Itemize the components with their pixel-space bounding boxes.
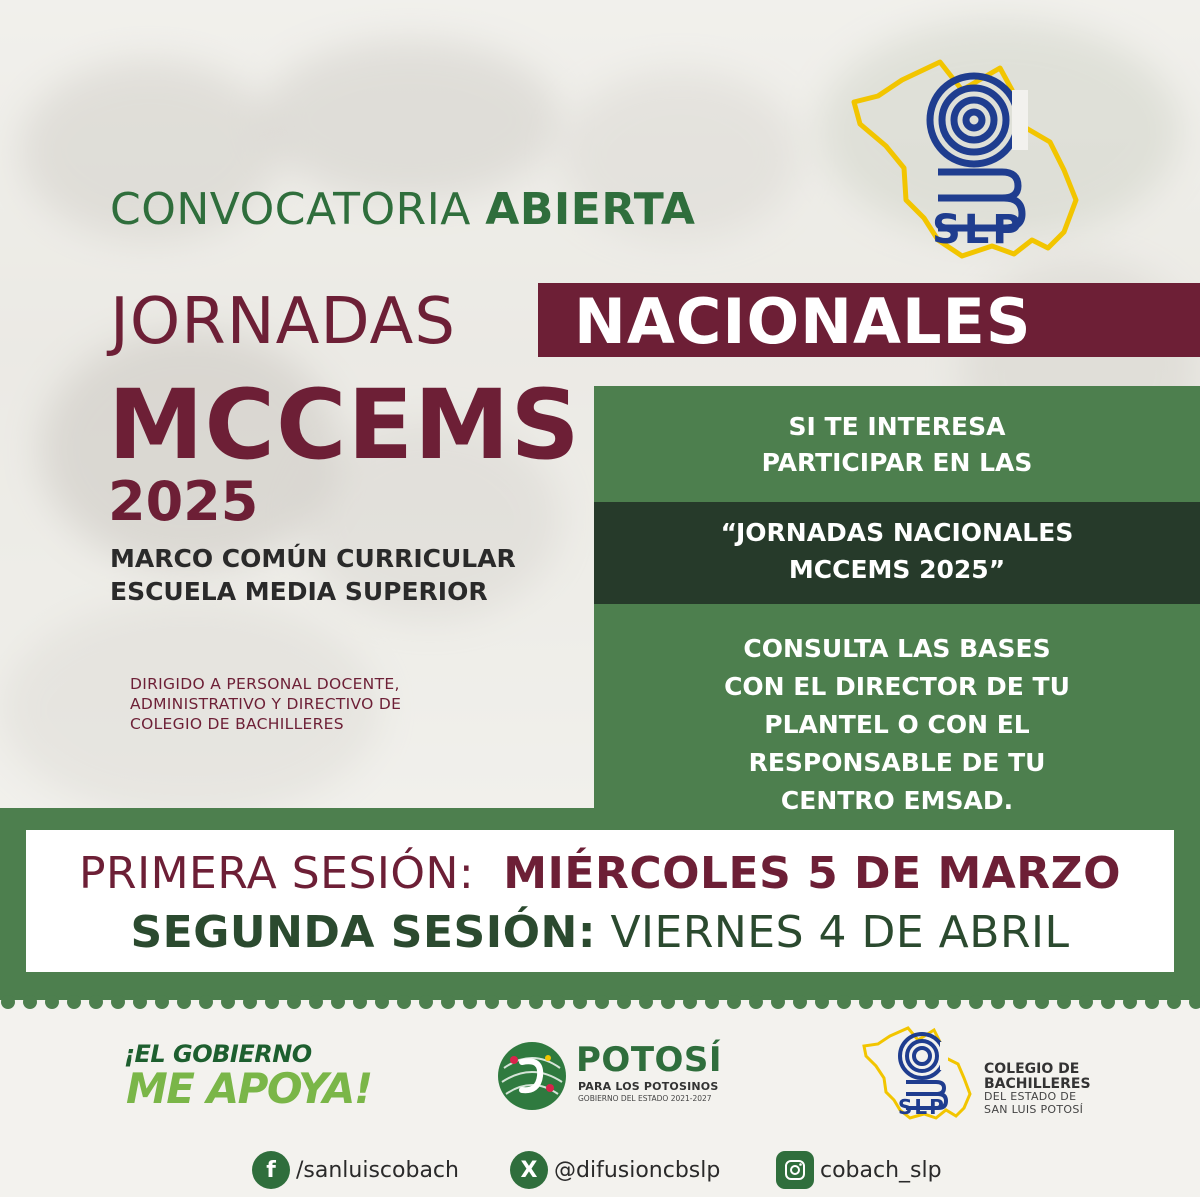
scallop-dot <box>23 995 37 1009</box>
scallop-dot <box>89 995 103 1009</box>
scallop-dot <box>947 995 961 1009</box>
scallop-dot <box>287 995 301 1009</box>
scallop-border <box>0 990 1200 1020</box>
scallop-dot <box>265 995 279 1009</box>
scallop-dot <box>375 995 389 1009</box>
x-icon: X <box>510 1151 548 1189</box>
scallop-dot <box>1079 995 1093 1009</box>
colegio-state: DEL ESTADO DE SAN LUIS POTOSÍ <box>984 1090 1084 1116</box>
scallop-dot <box>727 995 741 1009</box>
facebook-link[interactable]: f /sanluiscobach <box>252 1150 459 1190</box>
scallop-dot <box>859 995 873 1009</box>
scallop-dot <box>1057 995 1071 1009</box>
scallop-dot <box>309 995 323 1009</box>
instagram-link[interactable]: cobach_slp <box>776 1150 942 1190</box>
scallop-dot <box>1 995 15 1009</box>
scallop-dot <box>793 995 807 1009</box>
scallop-dot <box>991 995 1005 1009</box>
scallop-dot <box>1145 995 1159 1009</box>
scallop-dot <box>551 995 565 1009</box>
scallop-dot <box>1101 995 1115 1009</box>
scallop-dot <box>1035 995 1049 1009</box>
scallop-dot <box>507 995 521 1009</box>
scallop-dot <box>1123 995 1137 1009</box>
scallop-dot <box>155 995 169 1009</box>
first-session: PRIMERA SESIÓN: MIÉRCOLES 5 DE MARZO <box>79 848 1121 899</box>
x-link[interactable]: X @difusioncbslp <box>510 1150 720 1190</box>
scallop-dot <box>925 995 939 1009</box>
scallop-dot <box>617 995 631 1009</box>
scallop-dot <box>705 995 719 1009</box>
scallop-dot <box>45 995 59 1009</box>
scallop-dot <box>177 995 191 1009</box>
potosi-subtitle: PARA LOS POTOSINOS <box>578 1080 719 1093</box>
scallop-dot <box>485 995 499 1009</box>
scallop-dot <box>969 995 983 1009</box>
facebook-icon: f <box>252 1151 290 1189</box>
potosi-emblem-icon <box>494 1038 570 1114</box>
marco-comun-subtitle: MARCO COMÚN CURRICULAR ESCUELA MEDIA SUPERIOR <box>110 544 516 606</box>
scallop-dot <box>881 995 895 1009</box>
scallop-dot <box>331 995 345 1009</box>
scallop-dot <box>639 995 653 1009</box>
colegio-logo-slp: SLP <box>898 1095 946 1119</box>
potosi-title: POTOSÍ <box>576 1040 723 1080</box>
scallop-dot <box>595 995 609 1009</box>
second-session: SEGUNDA SESIÓN: VIERNES 4 DE ABRIL <box>130 907 1070 958</box>
jornadas-quote: “JORNADAS NACIONALES MCCEMS 2025” <box>720 518 1074 584</box>
scallop-dot <box>815 995 829 1009</box>
scallop-dot <box>111 995 125 1009</box>
scallop-dot <box>133 995 147 1009</box>
audience-text: DIRIGIDO A PERSONAL DOCENTE, ADMINISTRATIVO Y DIRECTIVO DE COLEGIO DE BACHILLERES <box>130 675 402 733</box>
scallop-dot <box>419 995 433 1009</box>
scallop-dot <box>529 995 543 1009</box>
potosi-subtitle-2: GOBIERNO DEL ESTADO 2021-2027 <box>578 1094 712 1103</box>
gobierno-logo-line1: ¡EL GOBIERNO <box>124 1040 312 1068</box>
scallop-dot <box>1167 995 1181 1009</box>
year-title: 2025 <box>108 470 259 533</box>
jornadas-title: JORNADAS <box>110 285 456 359</box>
scallop-dot <box>749 995 763 1009</box>
scallop-dot <box>837 995 851 1009</box>
gobierno-logo-line2: ME APOYA! <box>126 1064 372 1113</box>
scallop-dot <box>1013 995 1027 1009</box>
scallop-dot <box>353 995 367 1009</box>
scallop-dot <box>903 995 917 1009</box>
nacionales-title: NACIONALES <box>574 285 1032 358</box>
scallop-dot <box>683 995 697 1009</box>
scallop-dot <box>771 995 785 1009</box>
scallop-dot <box>441 995 455 1009</box>
scallop-dot <box>573 995 587 1009</box>
scallop-dot <box>221 995 235 1009</box>
consulta-text: CONSULTA LAS BASES CON EL DIRECTOR DE TU PLANTEL O CON EL RESPONSABLE DE TU CENTRO EMSAD. <box>724 634 1070 815</box>
instagram-icon <box>776 1151 814 1189</box>
scallop-dot <box>463 995 477 1009</box>
scallop-dot <box>661 995 675 1009</box>
slp-logo-text: SLP <box>932 207 1025 253</box>
scallop-dot <box>397 995 411 1009</box>
convocatoria-title: CONVOCATORIA ABIERTA <box>110 184 696 235</box>
scallop-dot <box>199 995 213 1009</box>
mccems-title: MCCEMS <box>108 369 581 481</box>
colegio-name: COLEGIO DE BACHILLERES <box>984 1061 1091 1092</box>
si-te-interesa-text: SI TE INTERESA PARTICIPAR EN LAS <box>761 412 1033 477</box>
scallop-dot <box>67 995 81 1009</box>
scallop-dot <box>243 995 257 1009</box>
